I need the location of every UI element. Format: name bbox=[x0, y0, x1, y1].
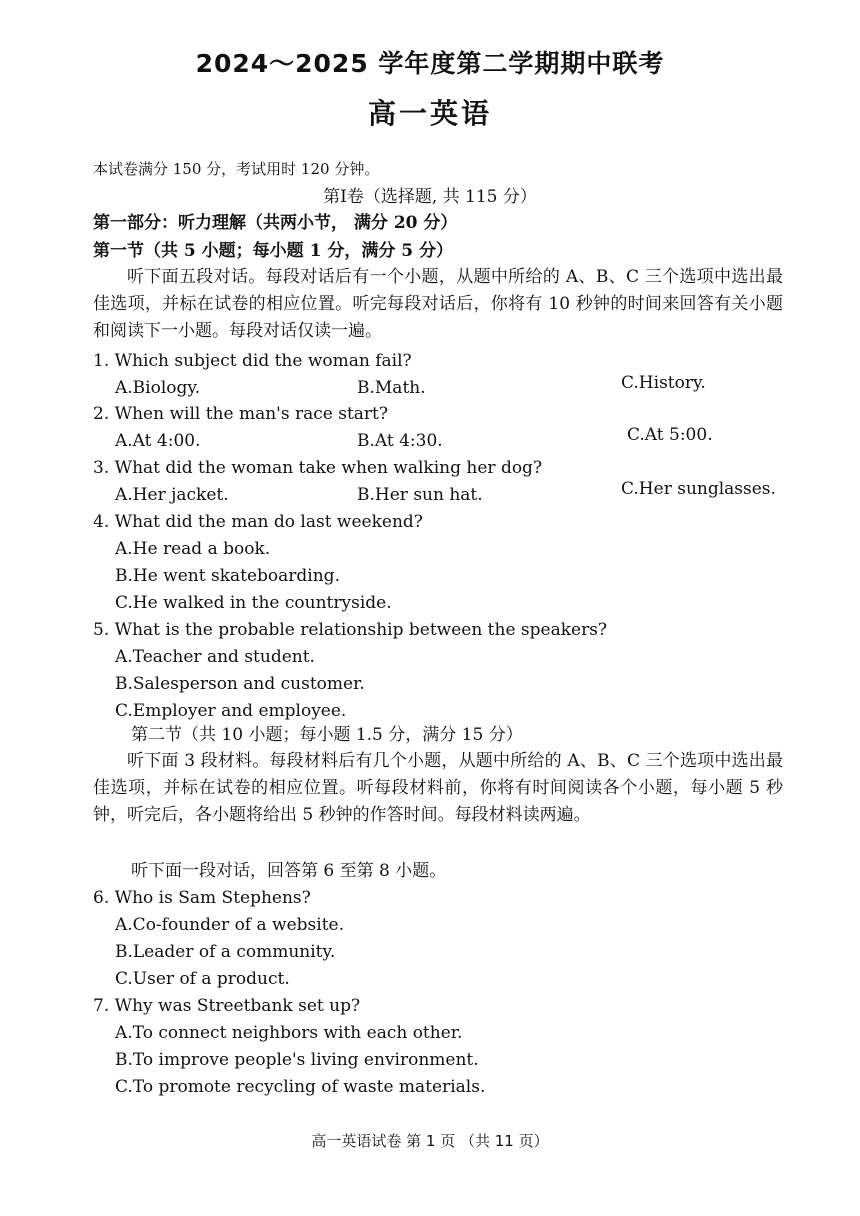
question-3-stem: 3. What did the woman take when walking her dog? bbox=[93, 458, 543, 478]
section2-instruction: 听下面 3 段材料。每段材料后有几个小题，从题中所给的 A、B、C 三个选项中选出最佳选项，并标在试卷的相应位置。听每段材料前，你将有时间阅读各个小题，每小题 5 秒钟，听完后，各小题将给出 5 秒钟的作答时间。每段材料读两遍。 bbox=[93, 751, 783, 825]
question-4-stem: 4. What did the man do last weekend? bbox=[93, 512, 423, 532]
question-7-stem: 7. Why was Streetbank set up? bbox=[93, 996, 361, 1016]
question-1-option-c[interactable]: C.History. bbox=[621, 373, 706, 393]
question-1-option-b[interactable]: B.Math. bbox=[357, 378, 426, 398]
question-6-option-b[interactable]: B.Leader of a community. bbox=[115, 942, 336, 962]
exam-note: 本试卷满分 150 分，考试用时 120 分钟。 bbox=[93, 160, 380, 178]
exam-title: 2024～2025 学年度第二学期期中联考 bbox=[195, 49, 665, 78]
question-3-option-b[interactable]: B.Her sun hat. bbox=[357, 485, 483, 505]
dialog-intro: 听下面一段对话，回答第 6 至第 8 小题。 bbox=[131, 861, 447, 881]
question-5-option-c[interactable]: C.Employer and employee. bbox=[115, 701, 347, 721]
question-6-option-a[interactable]: A.Co-founder of a website. bbox=[115, 915, 344, 935]
subject-title: 高一英语 bbox=[367, 97, 492, 130]
volume-heading: 第Ⅰ卷（选择题, 共 115 分） bbox=[323, 187, 537, 207]
section1-instruction: 听下面五段对话。每段对话后有一个小题，从题中所给的 A、B、C 三个选项中选出最佳选项，并标在试卷的相应位置。听完每段对话后，你将有 10 秒钟的时间来回答有关小题和阅读下一小题。每段对话仅读一遍。 bbox=[93, 267, 783, 341]
question-5-stem: 5. What is the probable relationship between the speakers? bbox=[93, 620, 608, 640]
question-4-option-c[interactable]: C.He walked in the countryside. bbox=[115, 593, 392, 613]
question-5-option-b[interactable]: B.Salesperson and customer. bbox=[115, 674, 365, 694]
question-7-option-c[interactable]: C.To promote recycling of waste materials. bbox=[115, 1077, 486, 1097]
question-2-option-b[interactable]: B.At 4:30. bbox=[357, 431, 443, 451]
question-5-option-a[interactable]: A.Teacher and student. bbox=[115, 647, 315, 667]
section1-heading: 第一节（共 5 小题；每小题 1 分，满分 5 分） bbox=[93, 241, 453, 261]
question-2-option-c[interactable]: C.At 5:00. bbox=[627, 425, 713, 445]
part1-heading: 第一部分：听力理解（共两小节， 满分 20 分） bbox=[93, 213, 458, 233]
question-2-option-a[interactable]: A.At 4:00. bbox=[115, 431, 201, 451]
page-footer: 高一英语试卷 第 1 页 （共 11 页） bbox=[311, 1132, 549, 1150]
question-6-stem: 6. Who is Sam Stephens? bbox=[93, 888, 311, 908]
question-3-option-c[interactable]: C.Her sunglasses. bbox=[621, 479, 776, 499]
question-2-stem: 2. When will the man's race start? bbox=[93, 404, 388, 424]
question-3-option-a[interactable]: A.Her jacket. bbox=[115, 485, 229, 505]
question-1-option-a[interactable]: A.Biology. bbox=[115, 378, 201, 398]
question-6-option-c[interactable]: C.User of a product. bbox=[115, 969, 290, 989]
question-7-option-a[interactable]: A.To connect neighbors with each other. bbox=[115, 1023, 463, 1043]
section2-heading: 第二节（共 10 小题；每小题 1.5 分，满分 15 分） bbox=[131, 725, 523, 745]
question-7-option-b[interactable]: B.To improve people's living environment. bbox=[115, 1050, 479, 1070]
question-1-stem: 1. Which subject did the woman fail? bbox=[93, 351, 412, 371]
question-4-option-b[interactable]: B.He went skateboarding. bbox=[115, 566, 340, 586]
question-4-option-a[interactable]: A.He read a book. bbox=[115, 539, 271, 559]
